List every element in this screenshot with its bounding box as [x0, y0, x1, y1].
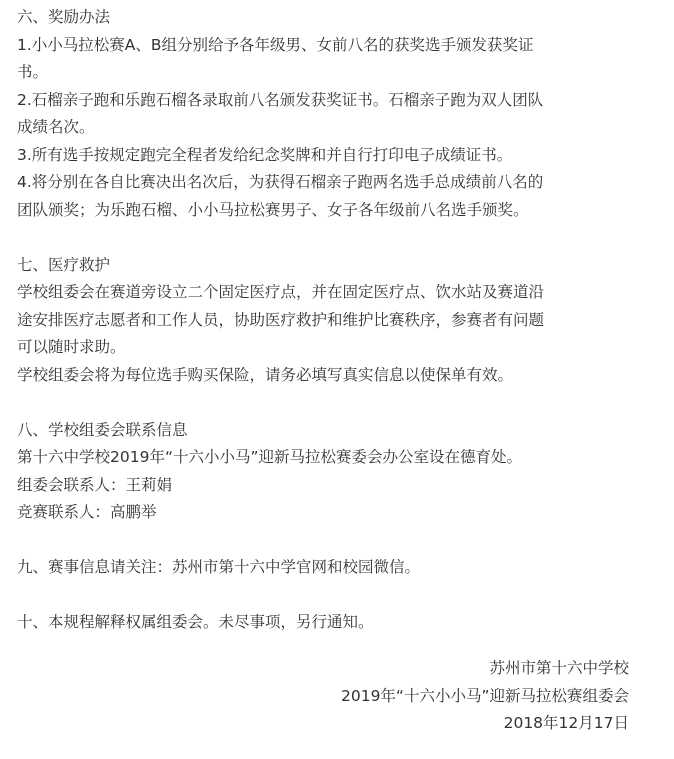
medical-line-4: 学校组委会将为每位选手购买保险，请务必填写真实信息以使保单有效。 [17, 365, 514, 384]
medical-line-1: 学校组委会在赛道旁设立二个固定医疗点，并在固定医疗点、饮水站及赛道沿 [17, 283, 545, 301]
signature-org: 苏州市第十六中学校 [489, 659, 629, 677]
reward-item-1-line-2: 书。 [17, 63, 49, 81]
contact-person-competition: 竞赛联系人：高鹏举 [17, 503, 157, 521]
section-heading-medical: 七、医疗救护 [17, 255, 111, 274]
section-spacer [17, 582, 657, 610]
document-body [17, 4, 657, 637]
reward-item-2-line-2: 成绩名次。 [17, 118, 95, 136]
section-rights-line: 十、本规程解释权属组委会。未尽事项，另行通知。 [17, 613, 374, 631]
medical-line-3: 可以随时求助。 [17, 338, 126, 356]
reward-item-2-line-1: 2.石榴亲子跑和乐跑石榴各录取前八名颁发获奖证书。石榴亲子跑为双人团队 [17, 90, 544, 109]
section-heading-contact: 八、学校组委会联系信息 [17, 420, 188, 439]
signature-date: 2018年12月17日 [503, 714, 629, 732]
section-heading-reward: 六、奖励办法 [17, 8, 111, 26]
medical-line-2: 途安排医疗志愿者和工作人员，协助医疗救护和维护比赛秩序，参赛者有问题 [17, 310, 545, 329]
reward-item-1-line-1: 1.小小马拉松赛A、B组分别给予各年级男、女前八名的获奖选手颁发获奖证 [17, 35, 534, 54]
reward-item-3: 3.所有选手按规定跑完全程者发给纪念奖牌和并自行打印电子成绩证书。 [17, 145, 513, 164]
reward-item-4-line-1: 4.将分别在各自比赛决出名次后，为获得石榴亲子跑两名选手总成绩前八名的 [17, 173, 544, 191]
reward-item-4-line-2: 团队颁奖；为乐跑石榴、小小马拉松赛男子、女子各年级前八名选手颁奖。 [17, 200, 529, 219]
section-spacer [17, 527, 657, 555]
contact-office-line: 第十六中学校2019年“十六小小马”迎新马拉松赛委会办公室设在德育处。 [17, 448, 523, 466]
section-info-line: 九、赛事信息请关注：苏州市第十六中学官网和校园微信。 [17, 558, 421, 576]
contact-person-committee: 组委会联系人：王莉娟 [17, 475, 173, 494]
section-spacer [17, 224, 657, 252]
signature-block [341, 655, 629, 738]
signature-committee: 2019年“十六小小马”迎新马拉松赛组委会 [340, 686, 629, 705]
section-spacer [17, 389, 657, 417]
